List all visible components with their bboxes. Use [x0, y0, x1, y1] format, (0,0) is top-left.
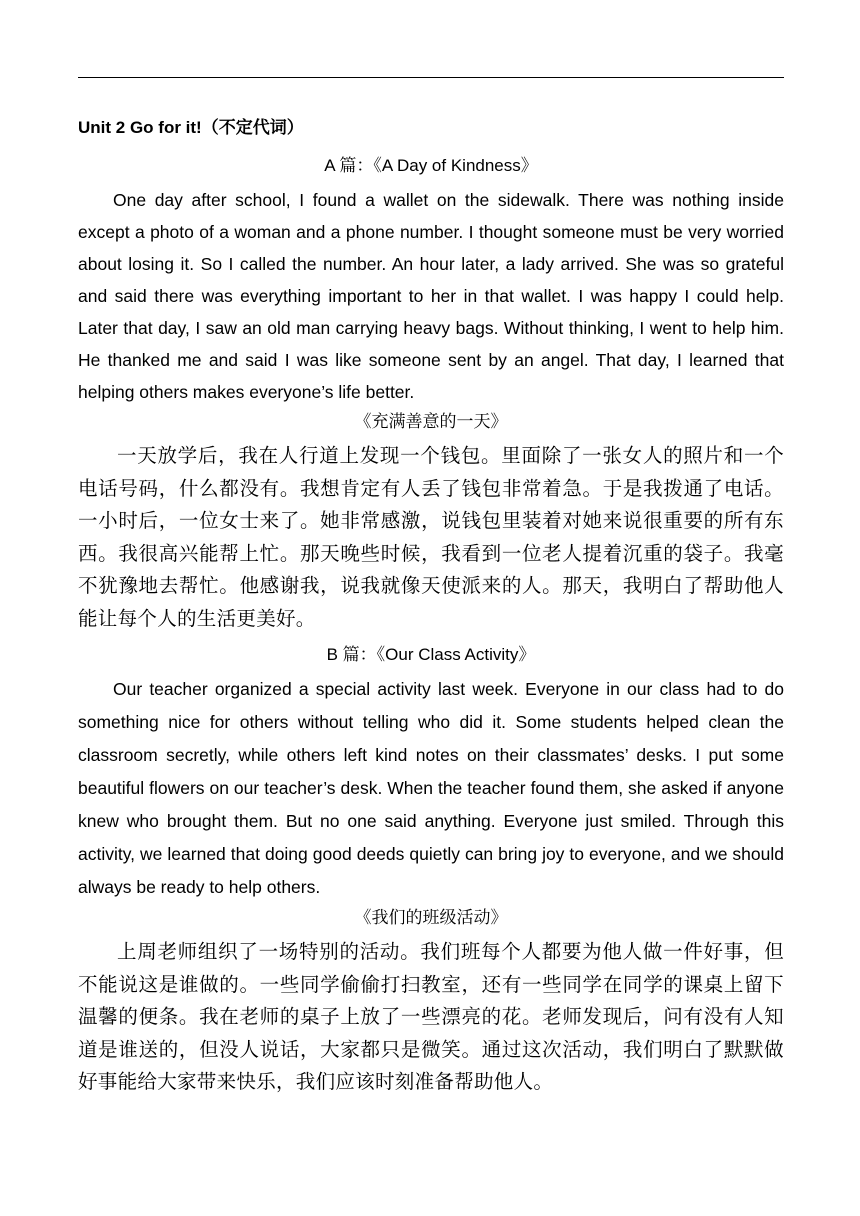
article-b: [78, 643, 784, 1099]
article-b-chinese-heading: 《我们的班级活动》: [354, 908, 508, 927]
article-a-chinese-text: 一天放学后，我在人行道上发现一个钱包。里面除了一张女人的照片和一个电话号码，什么都没有。我想肯定有人丢了钱包非常着急。于是我拨通了电话。一小时后，一位女士来了。她非常感激，说钱包里装着对她来说很重要的所有东西。我很高兴能帮上忙。那天晚些时候，我看到一位老人提着沉重的袋子。我毫不犹豫地去帮忙。他感谢我，说我就像天使派来的人。那天，我明白了帮助他人能让每个人的生活更美好。: [78, 444, 784, 630]
article-b-english-text: Our teacher organized a special activity last week. Everyone in our class had to do something nice for others without telling who did it. Some students helped clean the classroom secretly, while others left kind notes on their classmates’ desks. I put some beautiful flowers on our teacher’s desk. When the teacher found them, she asked if anyone knew who brought them. But no one said anything. Everyone just smiled. Through this activity, we learned that doing good deeds quietly can bring joy to everyone, and we should always be ready to help others.: [78, 679, 784, 897]
unit-title: Unit 2 Go for it!（不定代词）: [78, 118, 304, 137]
article-a-english-text: One day after school, I found a wallet on the sidewalk. There was nothing inside except a photo of a woman and a phone number. I thought someone must be very worried about losing it. So I called the number. An hour later, a lady arrived. She was so grateful and said there was everything important to her in that wallet. I was happy I could help. Later that day, I saw an old man carrying heavy bags. Without thinking, I went to help him. He thanked me and said I was like someone sent by an angel. That day, I learned that helping others makes everyone’s life better.: [78, 190, 784, 402]
article-b-heading: B 篇：《Our Class Activity》: [326, 645, 536, 664]
article-a-heading: A 篇：《A Day of Kindness》: [324, 156, 538, 175]
header-rule: [78, 77, 784, 78]
article-a: [78, 154, 784, 635]
article-b-chinese-text: 上周老师组织了一场特别的活动。我们班每个人都要为他人做一件好事，但不能说这是谁做的。一些同学偷偷打扫教室，还有一些同学在同学的课桌上留下温馨的便条。我在老师的桌子上放了一些漂亮的花。老师发现后，问有没有人知道是谁送的，但没人说话，大家都只是微笑。通过这次活动，我们明白了默默做好事能给大家带来快乐，我们应该时刻准备帮助他人。: [78, 940, 784, 1093]
article-a-chinese-heading: 《充满善意的一天》: [354, 412, 508, 431]
